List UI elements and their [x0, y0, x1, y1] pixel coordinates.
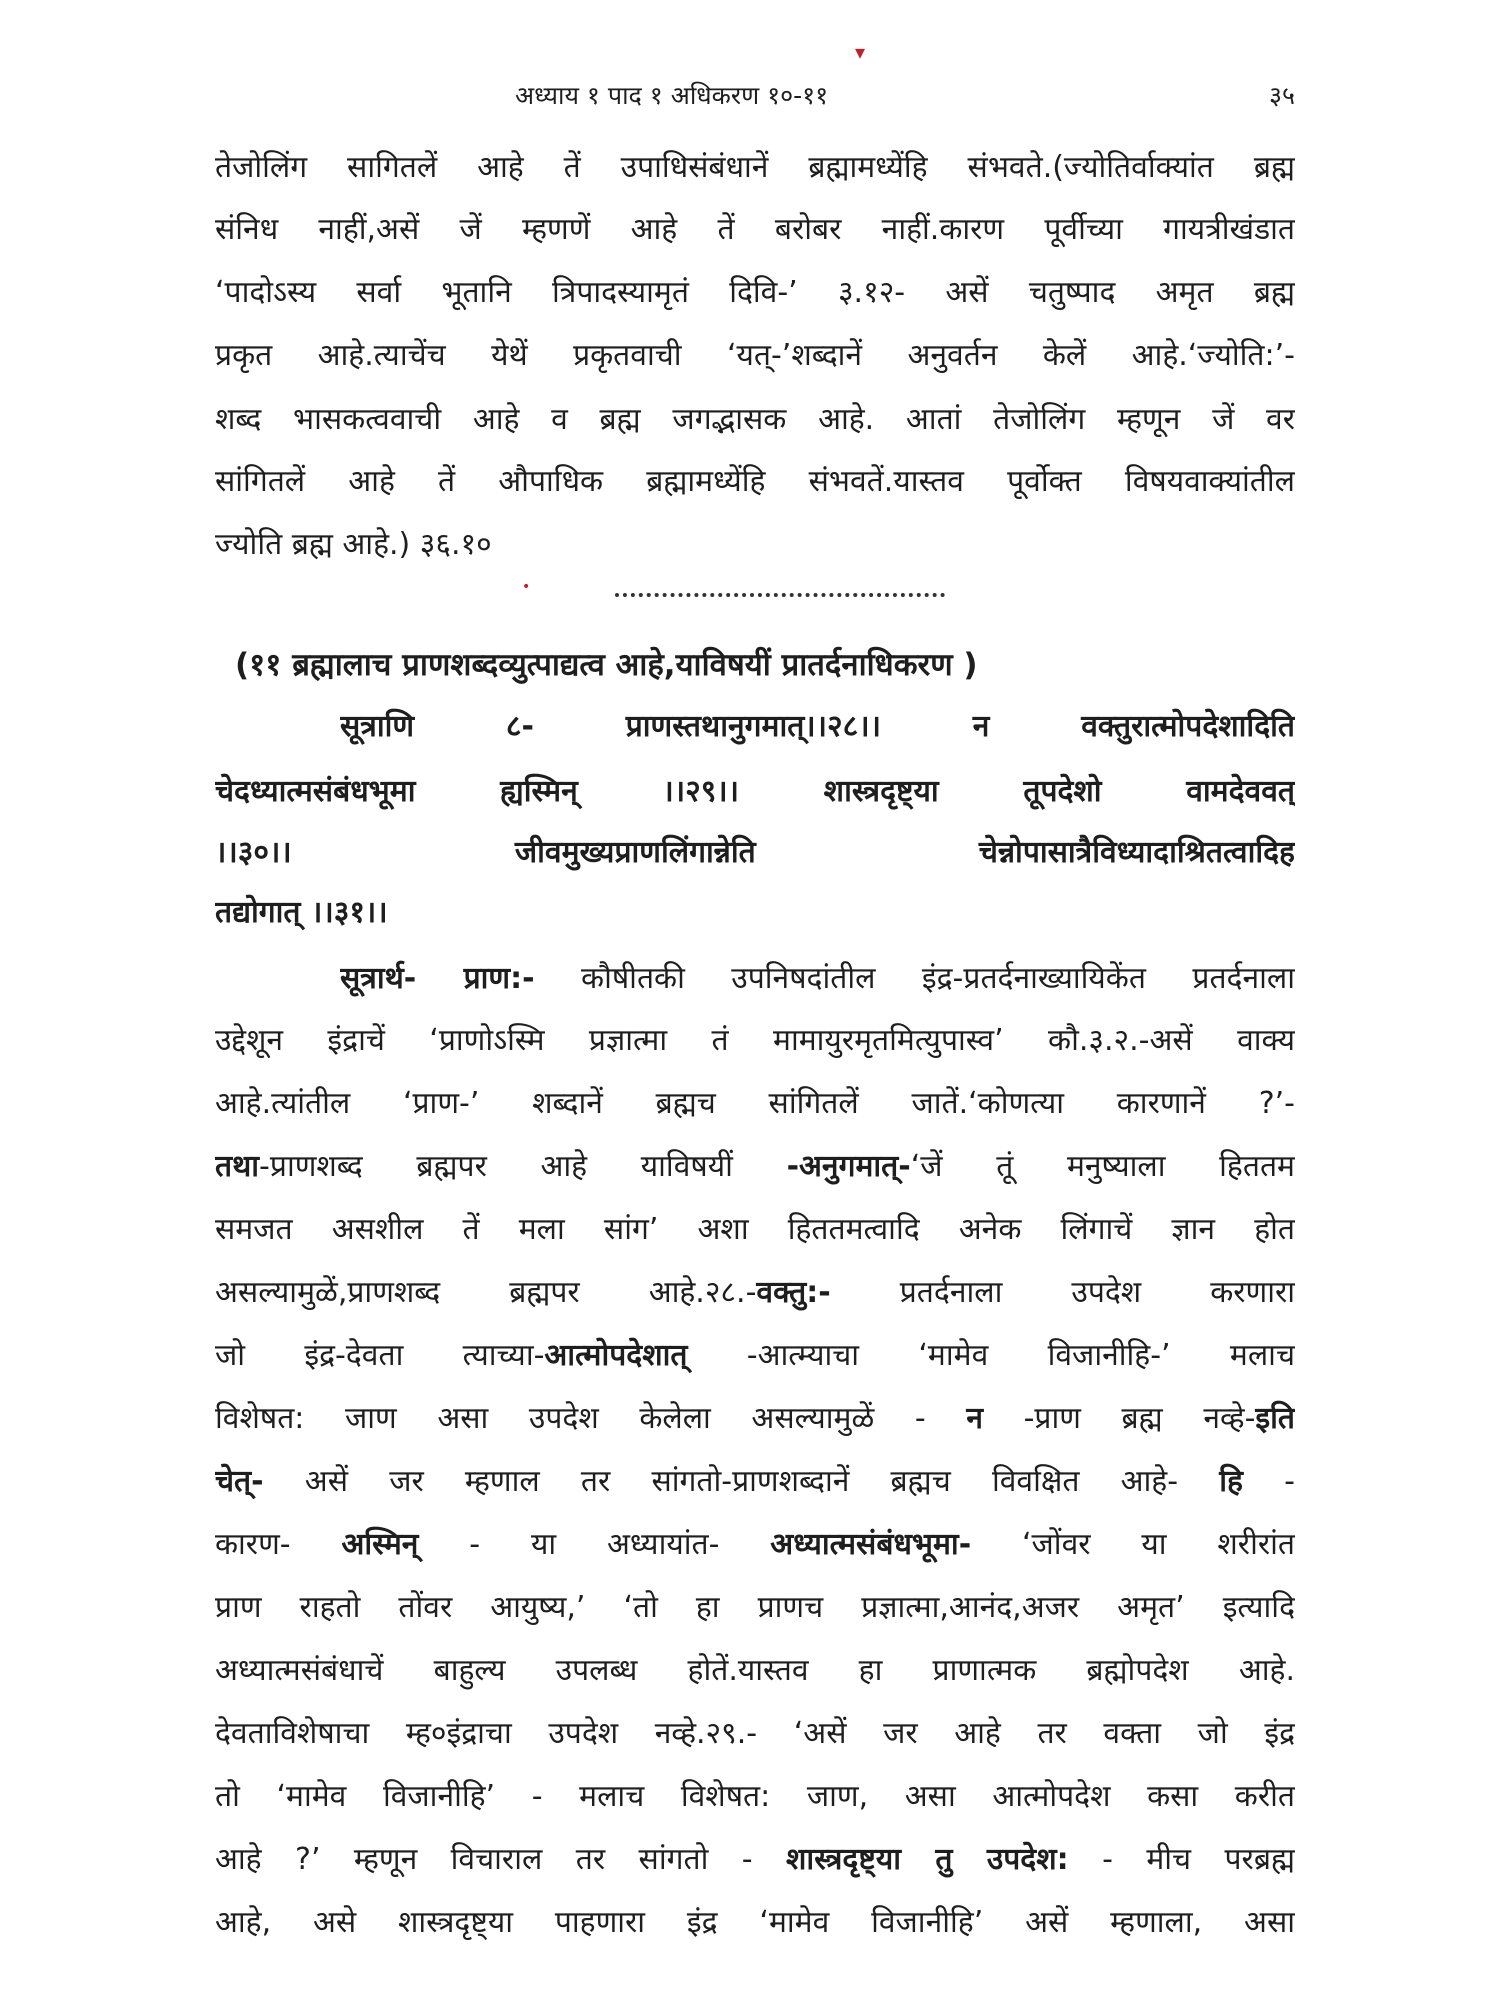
line-text: सांगितलें आहे तें औपाधिक ब्रह्मामध्येंहि संभवतें.यास्तव पूर्वोक्त विषयवाक्यांतील: [215, 464, 1295, 499]
bold-term: चेत्-: [215, 1464, 264, 1499]
bold-term: सूत्रार्थ- प्राण:-: [340, 961, 535, 996]
section-divider: [615, 593, 945, 597]
bold-term: शास्त्रदृष्ट्या तु उपदेश:: [786, 1842, 1069, 1877]
line-text: प्राण राहतो तोंवर आयुष्य,’ ‘तो हा प्राणच प्रज्ञात्मा,आनंद,अजर अमृत’ इत्यादि: [215, 1590, 1295, 1625]
bold-term: न: [966, 1401, 983, 1436]
sutra-line: [215, 828, 1295, 878]
running-head: अध्याय १ पाद १ अधिकरण १०-११: [515, 81, 829, 110]
text-line: [215, 457, 1295, 507]
text-line: [215, 205, 1295, 255]
line-text: तो ‘मामेव विजानीहि’ - मलाच विशेषत: जाण, असा आत्मोपदेश कसा करीत: [215, 1779, 1295, 1814]
text-line: [215, 143, 1295, 193]
sutra-text: सूत्राणि ८- प्राणस्तथानुगमात्।।२८।। न वक्तुरात्मोपदेशादिति: [340, 709, 1295, 744]
commentary-line: [215, 1772, 1295, 1822]
sutra-text: तद्योगात् ।।३१।।: [215, 895, 388, 930]
bold-term: तथा: [215, 1149, 260, 1184]
page-header: [215, 76, 1295, 116]
text-line-last: [215, 520, 1295, 570]
line-text: ज्योति ब्रह्म आहे.) ३६.१०: [215, 527, 492, 562]
line-text: अध्यात्मसंबंधाचें बाहुल्य उपलब्ध होतें.यास्तव हा प्राणात्मक ब्रह्मोपदेश आहे.: [215, 1653, 1295, 1688]
commentary-line: [215, 1205, 1295, 1255]
line-text: कौषीतकी उपनिषदांतील इंद्र-प्रतर्दनाख्यायिकेंत प्रतर्दनाला: [534, 961, 1295, 996]
bold-term: आत्मोपदेशात्: [544, 1338, 688, 1373]
line-text: प्रतर्दनाला उपदेश करणारा: [830, 1275, 1295, 1310]
commentary-line: [215, 1268, 1295, 1318]
sutra-text: ।।३०।। जीवमुख्यप्राणलिंगान्नेति चेन्नोपासात्रैविध्यादाश्रितत्वादिह: [215, 835, 1295, 870]
commentary-line: [215, 1016, 1295, 1066]
text-line: [215, 331, 1295, 381]
line-text: उद्देशून इंद्राचें ‘प्राणोऽस्मि प्रज्ञात्मा तं मामायुरमृतमित्युपास्व’ कौ.३.२.-असें वाक्य: [215, 1023, 1295, 1058]
line-text: देवताविशेषाचा म्ह०इंद्राचा उपदेश नव्हे.२९.- ‘असें जर आहे तर वक्ता जो इंद्र: [215, 1716, 1295, 1751]
commentary-line: [215, 1142, 1295, 1192]
line-text: आहे, असे शास्त्रदृष्ट्या पाहणारा इंद्र ‘मामेव विजानीहि’ असें म्हणाला, असा: [215, 1905, 1295, 1940]
line-text: आहे ?’ म्हणून विचाराल तर सांगतो -: [215, 1842, 787, 1877]
line-text: प्रकृत आहे.त्याचेंच येथें प्रकृतवाची ‘यत्-’शब्दानें अनुवर्तन केलें आहे.‘ज्योति:’-: [215, 338, 1295, 373]
commentary-line: [215, 1079, 1295, 1129]
page-number: ३५: [1268, 81, 1295, 110]
line-text: - या अध्यायांत-: [418, 1527, 771, 1562]
bold-term: हि: [1219, 1464, 1243, 1499]
red-dot-mark: •: [522, 579, 531, 595]
bold-term: इति: [1255, 1401, 1295, 1436]
line-text: जो इंद्र-देवता त्याच्या-: [215, 1338, 545, 1373]
bold-term: -अनुगमात्-: [786, 1149, 911, 1184]
bold-term: वक्तु:-: [756, 1275, 831, 1310]
bold-term: अध्यात्मसंबंधभूमा-: [770, 1527, 972, 1562]
line-text: -प्राण ब्रह्म नव्हे-: [982, 1401, 1256, 1436]
line-text: कारण-: [215, 1527, 342, 1562]
line-text: शब्द भासकत्ववाची आहे व ब्रह्म जगद्भासक आहे. आतां तेजोलिंग म्हणून जें वर: [215, 402, 1295, 437]
section-heading: [235, 640, 1295, 690]
line-text: तेजोलिंग सागितलें आहे तें उपाधिसंबंधानें ब्रह्मामध्येंहि संभवते.(ज्योतिर्वाक्यांत ब्रह्म: [215, 150, 1295, 185]
red-tick-mark: ▾: [855, 40, 866, 64]
line-text: -प्राणशब्द ब्रह्मपर आहे याविषयीं: [259, 1149, 787, 1184]
commentary-line: [215, 1646, 1295, 1696]
text-line: [215, 395, 1295, 445]
commentary-line: [340, 954, 1295, 1004]
commentary-line: [215, 1394, 1295, 1444]
line-text: ‘जोंवर या शरीरांत: [971, 1527, 1295, 1562]
line-text: संनिध नाहीं,असें जें म्हणणें आहे तें बरोबर नाहीं.कारण पूर्वीच्या गायत्रीखंडात: [215, 212, 1295, 247]
sutra-line-last: [215, 888, 1295, 938]
line-text: असें जर म्हणाल तर सांगतो-प्राणशब्दानें ब्रह्मच विवक्षित आहे-: [263, 1464, 1220, 1499]
sutra-line: [215, 767, 1295, 817]
commentary-line: [215, 1709, 1295, 1759]
commentary-line: [215, 1835, 1295, 1885]
commentary-line: [215, 1898, 1295, 1948]
line-text: ‘जें तूं मनुष्याला हिततम: [910, 1149, 1295, 1184]
commentary-line: [215, 1520, 1295, 1570]
heading-text: (११ ब्रह्मालाच प्राणशब्दव्युत्पाद्यत्व आहे,याविषयीं प्रातर्दनाधिकरण ): [235, 647, 978, 683]
line-text: ‘पादोऽस्य सर्वा भूतानि त्रिपादस्यामृतं दिवि-’ ३.१२- असें चतुष्पाद अमृत ब्रह्म: [215, 275, 1295, 310]
line-text: विशेषत: जाण असा उपदेश केलेला असल्यामुळें -: [215, 1401, 967, 1436]
line-text: -: [1242, 1464, 1295, 1499]
line-text: असल्यामुळें,प्राणशब्द ब्रह्मपर आहे.२८.-: [215, 1275, 757, 1310]
line-text: समजत असशील तें मला सांग’ अशा हिततमत्वादि अनेक लिंगाचें ज्ञान होत: [215, 1212, 1295, 1247]
line-text: आहे.त्यांतील ‘प्राण-’ शब्दानें ब्रह्मच सांगितलें जातें.‘कोणत्या कारणानें ?’-: [215, 1086, 1295, 1121]
line-text: - मीच परब्रह्म: [1068, 1842, 1295, 1877]
sutra-line: [340, 702, 1295, 752]
sutra-text: चेदध्यात्मसंबंधभूमा ह्यस्मिन् ।।२९।। शास्त्रदृष्ट्या तूपदेशो वामदेववत्: [215, 774, 1295, 809]
line-text: -आत्म्याचा ‘मामेव विजानीहि-’ मलाच: [687, 1338, 1295, 1373]
commentary-line: [215, 1583, 1295, 1633]
bold-term: अस्मिन्: [341, 1527, 419, 1562]
text-line: [215, 268, 1295, 318]
commentary-line: [215, 1457, 1295, 1507]
commentary-line: [215, 1331, 1295, 1381]
